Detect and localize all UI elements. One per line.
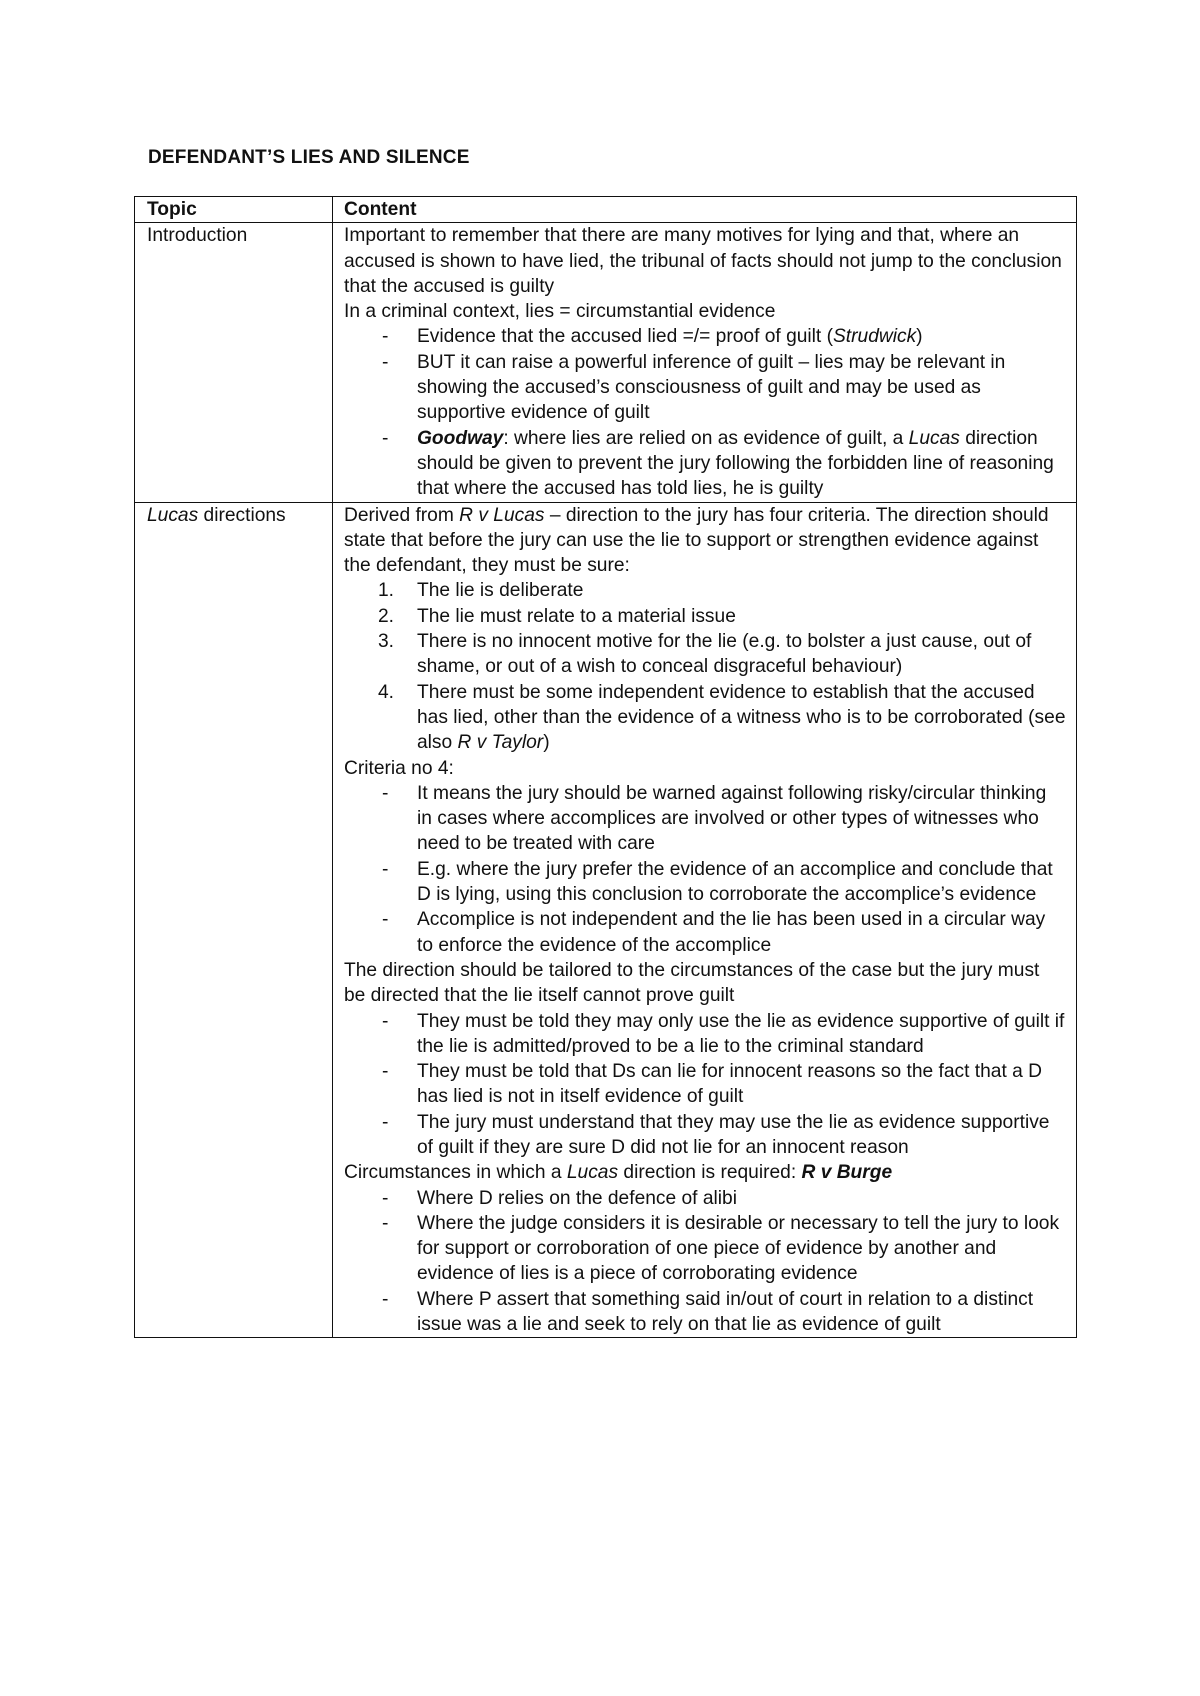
numbered-text: There is no innocent motive for the lie (e.g. to bolster a just cause, out of shame, or out of a wish to conceal disgraceful behaviour): [417, 631, 1032, 678]
dash-marker: -: [382, 1288, 389, 1310]
numbered-text: There must be some independent evidence to establish that the accused has lied, other than the evidence of a witness who is to be corroborated (see also: [417, 681, 1066, 754]
dash-marker: -: [382, 326, 389, 348]
numbered-text: ): [543, 732, 550, 754]
number-marker: 2.: [378, 605, 395, 627]
topic-cell: [135, 223, 333, 502]
bullet-item: [344, 324, 1066, 349]
bullet-item: [344, 781, 1066, 857]
case-name: Goodway: [417, 427, 504, 449]
topic-case-name: Lucas: [147, 504, 199, 526]
number-marker: 1.: [378, 580, 395, 602]
bullet-text: It means the jury should be warned against following risky/circular thinking in cases where accomplices are involved or other types of witnesses who need to be treated with care: [417, 782, 1047, 855]
content-cell: [333, 502, 1077, 1338]
table-header-row: [135, 197, 1077, 223]
numbered-item: [344, 680, 1066, 756]
bullet-text: : where lies are relied on as evidence of guilt, a: [503, 427, 909, 449]
circumstances-paragraph: [344, 1160, 1066, 1185]
bullet-item: [344, 1186, 1066, 1211]
bullet-text: Accomplice is not independent and the lie has been used in a circular way to enforce the evidence of the accomplice: [417, 909, 1046, 956]
numbered-text: The lie must relate to a material issue: [417, 605, 736, 627]
topic-label: directions: [198, 504, 286, 526]
bullet-text: ): [916, 326, 923, 348]
bullet-item: [344, 857, 1066, 908]
context-paragraph: In a criminal context, lies = circumstantial evidence: [344, 301, 776, 323]
bullet-item: [344, 350, 1066, 426]
topic-label: Introduction: [147, 225, 248, 247]
notes-table: [134, 196, 1077, 1338]
paragraph-text: Derived from: [344, 504, 460, 526]
bullet-text: They must be told that Ds can lie for innocent reasons so the fact that a D has lied is not in itself evidence of guilt: [417, 1061, 1042, 1108]
dash-marker: -: [382, 858, 389, 880]
intro-paragraph: Important to remember that there are many motives for lying and that, where an accused is shown to have lied, the tribunal of facts should not jump to the conclusion that the accused is guilty: [344, 225, 1062, 297]
bullet-item: [344, 907, 1066, 958]
bullet-text: Where P assert that something said in/out of court in relation to a distinct issue was a lie and seek to rely on that lie as evidence of guilt: [417, 1288, 1034, 1336]
numbered-text: The lie is deliberate: [417, 580, 584, 602]
dash-marker: -: [382, 782, 389, 804]
table-row: [135, 502, 1077, 1338]
tailored-paragraph: The direction should be tailored to the circumstances of the case but the jury must be directed that the lie itself cannot prove guilt: [344, 959, 1040, 1007]
paragraph-text: Circumstances in which a: [344, 1162, 567, 1184]
bullet-item: [344, 1211, 1066, 1287]
number-marker: 3.: [378, 631, 395, 653]
case-name: R v Lucas: [459, 504, 545, 526]
document-title: DEFENDANT’S LIES AND SILENCE: [148, 147, 470, 168]
bullet-text: BUT it can raise a powerful inference of guilt – lies may be relevant in showing the accused’s consciousness of guilt and may be used as supportive evidence of guilt: [417, 351, 1006, 424]
dash-marker: -: [382, 1111, 389, 1133]
numbered-item: [344, 578, 1066, 603]
topic-cell: [135, 502, 333, 1338]
bullet-text: Where D relies on the defence of alibi: [417, 1187, 737, 1209]
bullet-text: Where the judge considers it is desirable or necessary to tell the jury to look for support or corroboration of one piece of evidence by another and evidence of lies is a piece of corroborating evidence: [417, 1212, 1060, 1285]
dash-marker: -: [382, 427, 389, 449]
content-cell: [333, 223, 1077, 502]
paragraph-text: – direction to the jury has four criteria. The direction should state that before the jury can use the lie to support or strengthen evidence against the defendant, they must be sure:: [344, 504, 1049, 577]
dash-marker: -: [382, 1212, 389, 1234]
paragraph-text: direction is required:: [618, 1162, 802, 1184]
bullet-item: [344, 1009, 1066, 1060]
table-row: [135, 223, 1077, 502]
bullet-item: [344, 426, 1066, 502]
bullet-text: direction should be given to prevent the jury following the forbidden line of reasoning that where the accused has told lies, he is guilty: [417, 427, 1054, 500]
case-name: R v Taylor: [457, 732, 544, 754]
criteria-heading: Criteria no 4:: [344, 757, 454, 779]
dash-marker: -: [382, 909, 389, 931]
dash-marker: -: [382, 1061, 389, 1083]
case-name: R v Burge: [801, 1162, 893, 1184]
case-name: Lucas: [908, 427, 960, 449]
case-name: Strudwick: [833, 326, 917, 348]
bullet-text: E.g. where the jury prefer the evidence of an accomplice and conclude that D is lying, using this conclusion to corroborate the accomplice’s evidence: [417, 858, 1053, 906]
derived-paragraph: [344, 503, 1066, 579]
numbered-item: [344, 629, 1066, 680]
numbered-item: [344, 604, 1066, 629]
bullet-text: Evidence that the accused lied =/= proof of guilt (: [417, 326, 833, 348]
dash-marker: -: [382, 1187, 389, 1209]
bullet-text: The jury must understand that they may use the lie as evidence supportive of guilt if they are sure D did not lie for an innocent reason: [417, 1111, 1050, 1158]
bullet-text: They must be told they may only use the lie as evidence supportive of guilt if the lie is admitted/proved to be a lie to the criminal standard: [417, 1010, 1065, 1057]
bullet-item: [344, 1110, 1066, 1161]
header-topic: Topic: [135, 197, 333, 223]
header-content: Content: [333, 197, 1077, 223]
bullet-item: [344, 1287, 1066, 1338]
dash-marker: -: [382, 1010, 389, 1032]
number-marker: 4.: [378, 681, 395, 703]
bullet-item: [344, 1059, 1066, 1110]
dash-marker: -: [382, 351, 389, 373]
case-name: Lucas: [566, 1162, 619, 1184]
